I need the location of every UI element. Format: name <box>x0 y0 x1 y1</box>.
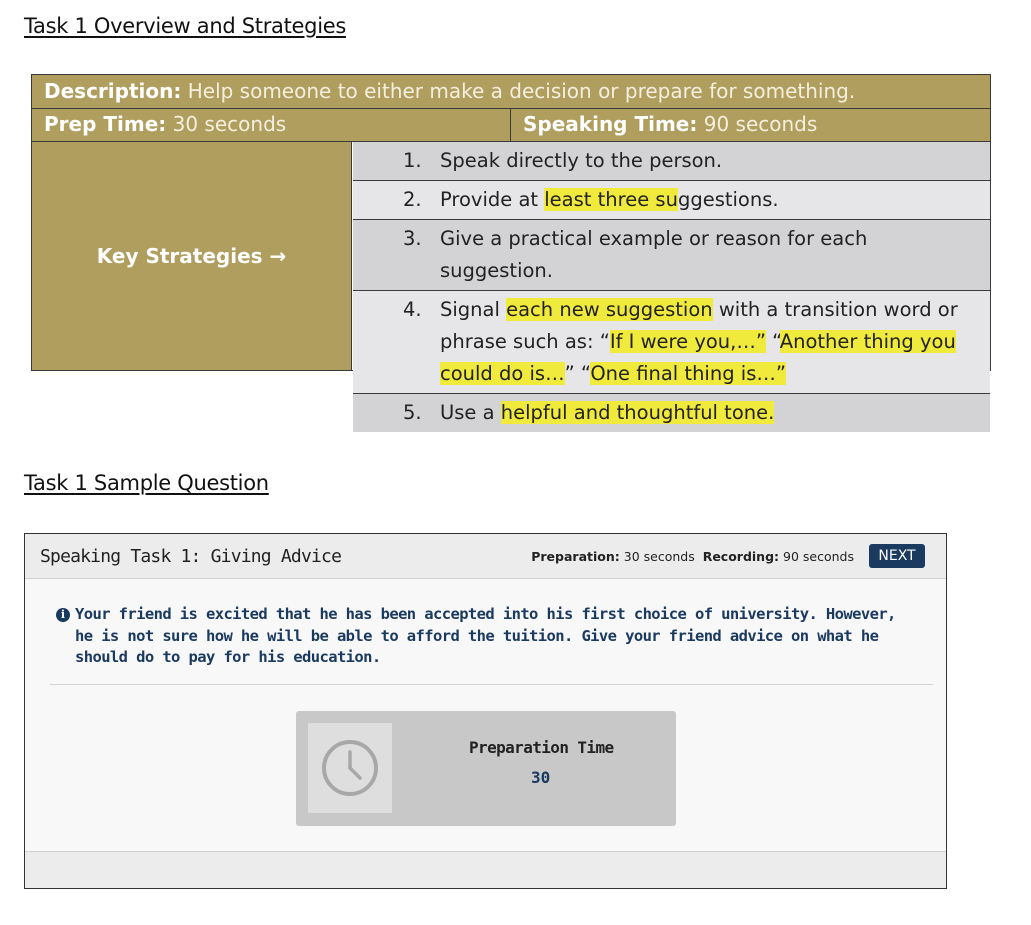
window-footer <box>25 851 946 888</box>
description-label: Description: <box>44 79 182 103</box>
strategy-text: Use a <box>440 401 501 424</box>
speaking-time-cell <box>511 109 990 142</box>
prep-time-text: 30 seconds <box>172 112 287 136</box>
question-text: Your friend is excited that he has been accepted into his first choice of university. However, he is not sure how he will be able to afford the tuition. Give your friend advice on what he should do to pay for his education. <box>75 605 896 666</box>
strategy-item <box>353 220 990 291</box>
clock-icon <box>320 738 380 798</box>
clock-icon-box <box>308 723 392 813</box>
key-strategies-cell <box>32 142 352 370</box>
strategy-text: “ <box>765 330 780 353</box>
strategy-text: ggestions. <box>677 188 779 211</box>
question-prompt <box>60 604 905 669</box>
strategy-text: Speak directly to the person. <box>440 149 723 172</box>
preparation-time-value: 30 <box>531 768 551 787</box>
highlighted-text: each new suggestion <box>506 298 713 321</box>
strategy-item <box>353 291 990 394</box>
highlighted-text: helpful and thoughtful tone. <box>500 401 775 424</box>
recording-value: 90 seconds <box>783 549 854 564</box>
highlighted-text: Another thing you could do is… <box>440 330 956 385</box>
prep-time-cell <box>32 109 511 142</box>
info-circle-icon: i <box>56 608 70 622</box>
strategy-text: Signal <box>440 298 507 321</box>
strategy-number: 4. <box>403 298 422 321</box>
strategy-list <box>353 142 990 432</box>
preparation-time-label: Preparation Time <box>469 738 614 757</box>
window-header <box>25 534 946 579</box>
timing-info <box>531 549 854 564</box>
highlighted-text: One final thing is…” <box>590 362 786 385</box>
key-strategies-label: Key Strategies → <box>96 244 287 268</box>
strategy-text: ” “ <box>564 362 591 385</box>
separator <box>50 684 933 685</box>
speaking-time-text: 90 seconds <box>703 112 818 136</box>
speaking-time-label: Speaking Time: <box>523 112 698 136</box>
description-text: Help someone to either make a decision or prepare for something. <box>187 79 856 103</box>
strategy-number: 2. <box>403 188 422 211</box>
overview-heading: Task 1 Overview and Strategies <box>24 14 347 38</box>
strategy-item <box>353 394 990 432</box>
strategy-text: with a transition word or phrase such as: “ <box>440 298 958 353</box>
preparation-label: Preparation: <box>531 549 620 564</box>
sample-heading: Task 1 Sample Question <box>24 471 269 495</box>
strategy-text: Give a practical example or reason for each suggestion. <box>440 227 868 282</box>
prep-time-label: Prep Time: <box>44 112 167 136</box>
highlighted-text: least three su <box>544 188 678 211</box>
preparation-timer-panel <box>296 711 676 826</box>
strategy-text: Provide at <box>440 188 545 211</box>
strategy-number: 3. <box>403 227 422 250</box>
next-button[interactable]: NEXT <box>869 544 925 568</box>
description-row <box>32 75 990 109</box>
preparation-value: 30 seconds <box>623 549 695 564</box>
sample-question-window <box>24 533 947 889</box>
strategy-item <box>353 142 990 181</box>
highlighted-text: If I were you,…” <box>609 330 766 353</box>
window-title: Speaking Task 1: Giving Advice <box>40 546 342 567</box>
strategy-item <box>353 181 990 220</box>
strategy-table <box>31 74 991 424</box>
recording-label: Recording: <box>702 549 780 564</box>
strategy-number: 5. <box>403 401 422 424</box>
strategy-number: 1. <box>403 149 422 172</box>
